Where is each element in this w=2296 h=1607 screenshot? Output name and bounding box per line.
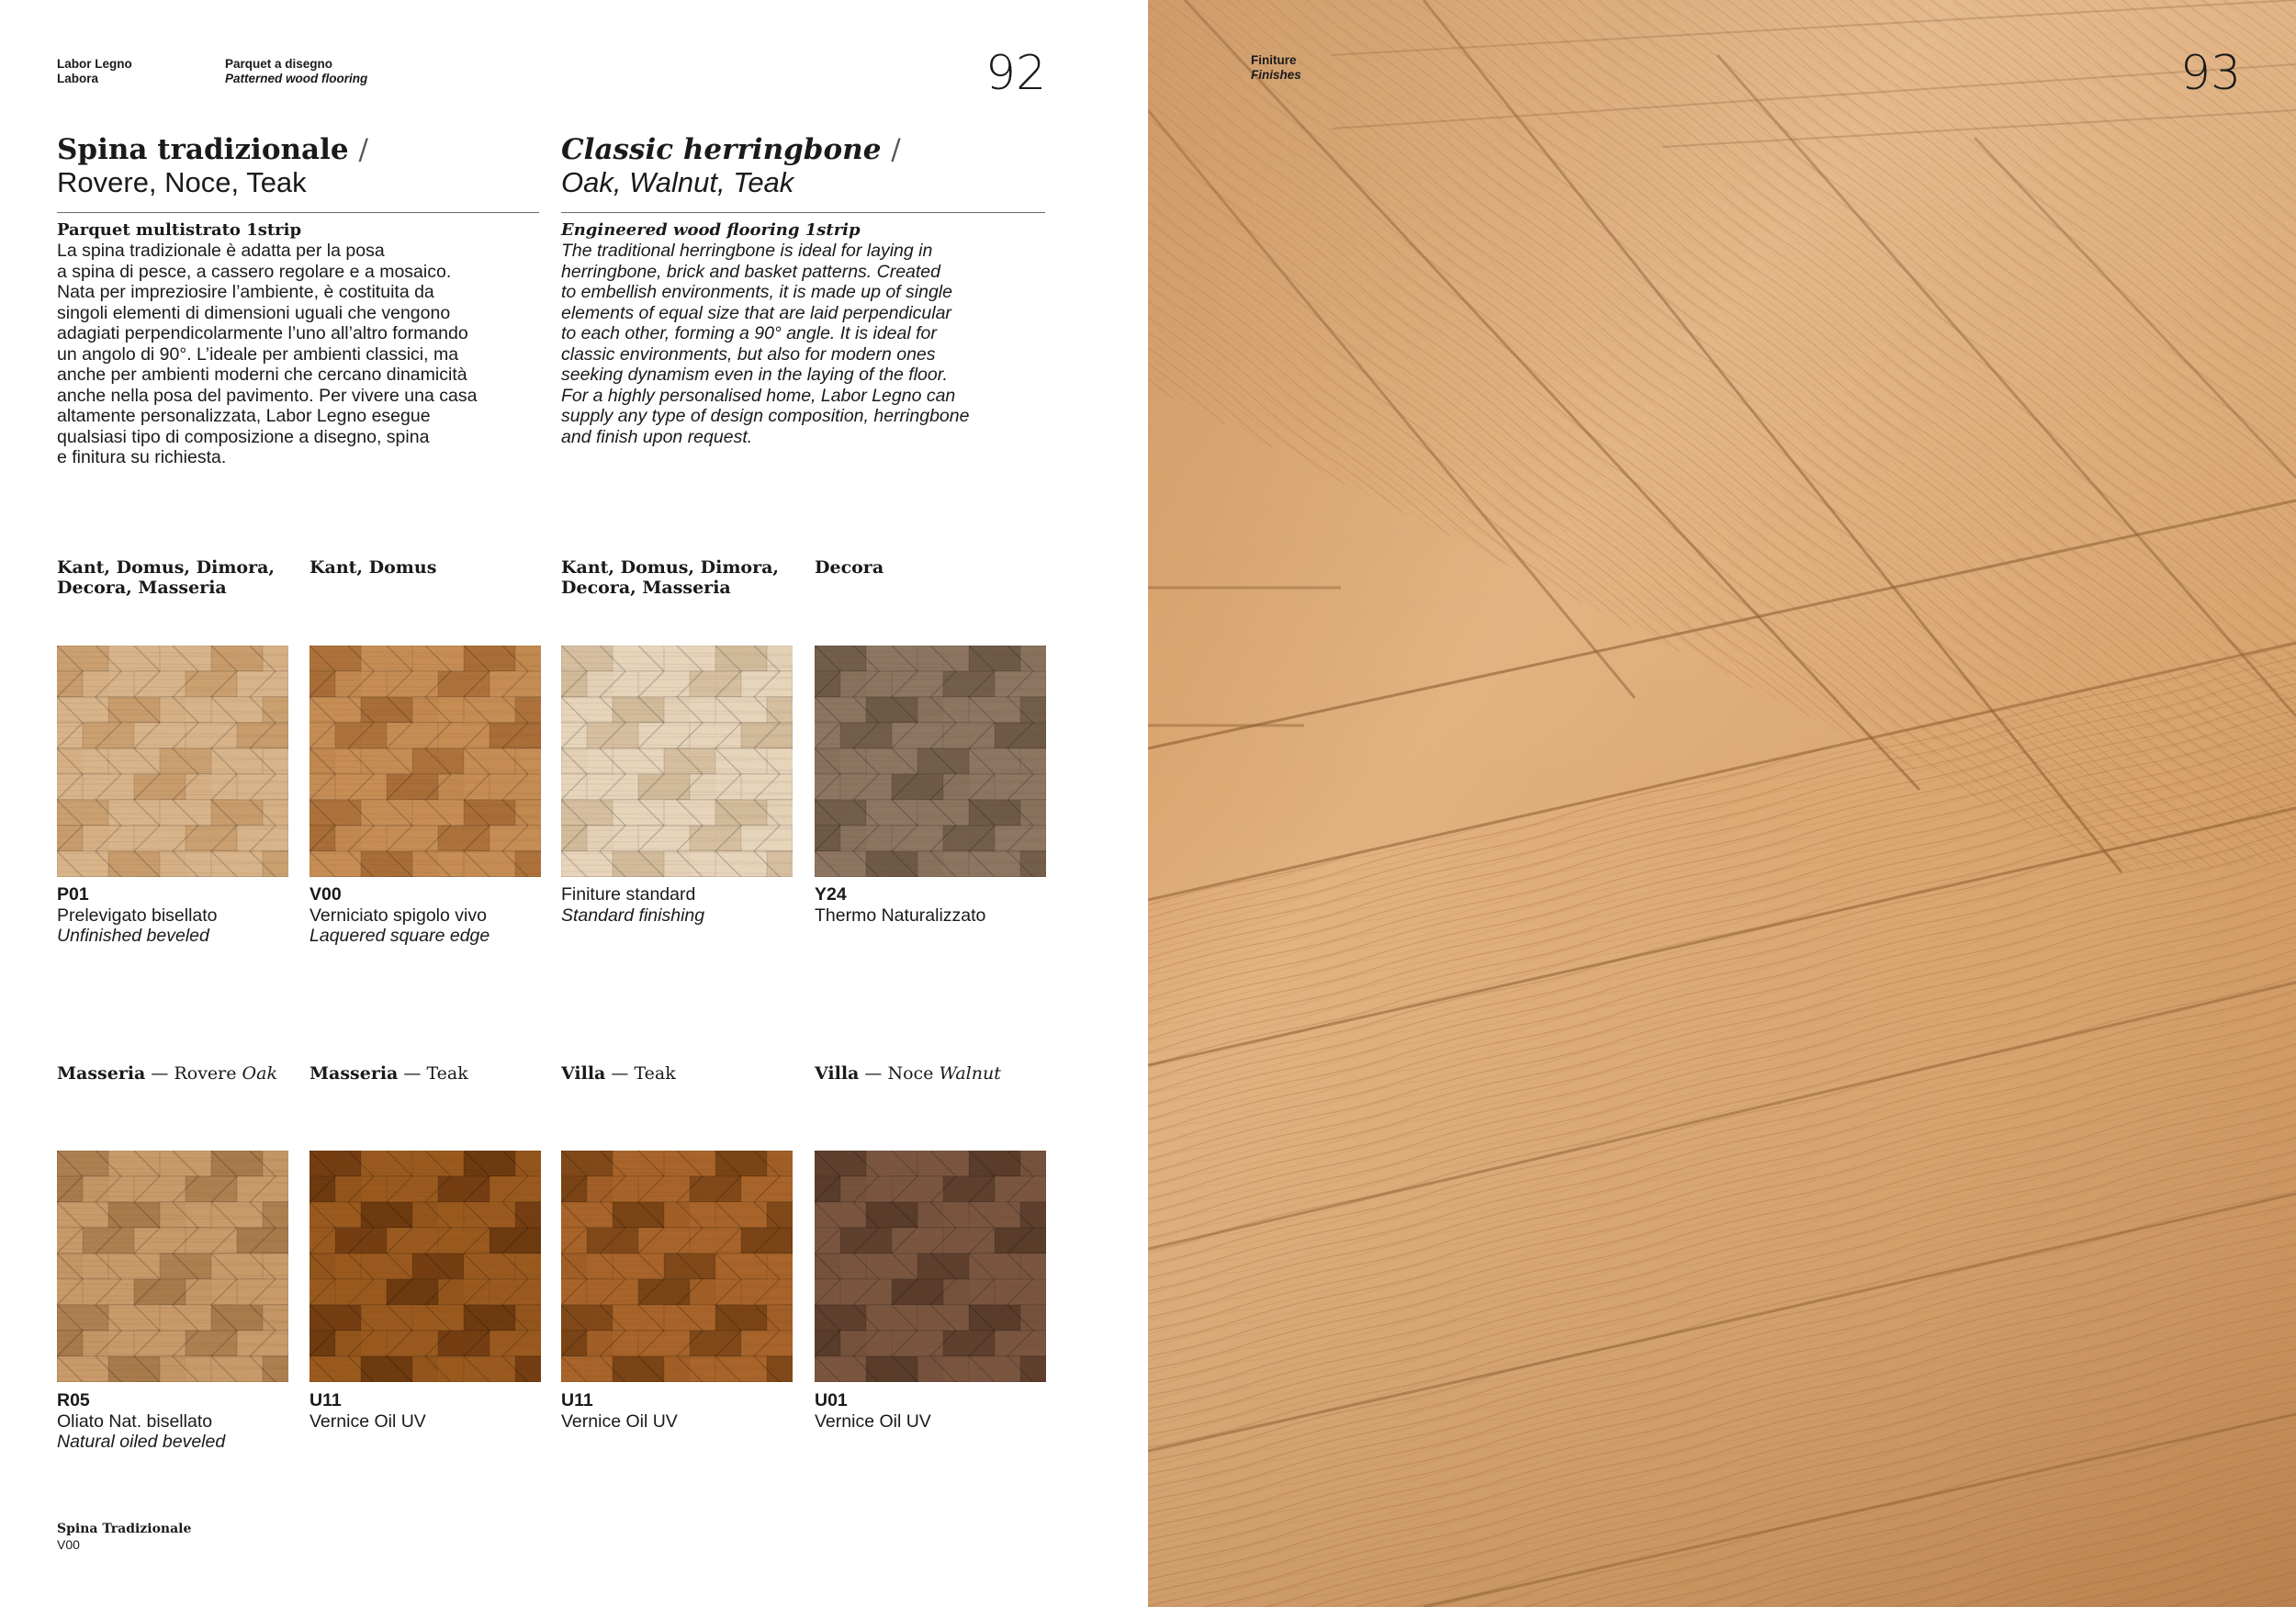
title-block-en bbox=[561, 133, 1045, 199]
body-line: anche nella posa del pavimento. Per vivere una casa bbox=[57, 385, 478, 406]
column-heading-line: Decora bbox=[815, 557, 884, 578]
title-block-it bbox=[57, 133, 539, 199]
finish-name-it: Vernice Oil UV bbox=[561, 1410, 678, 1432]
body-line: altamente personalizzata, Labor Legno esegue bbox=[57, 406, 431, 426]
column-heading-line: Decora, Masseria bbox=[57, 578, 227, 598]
body-line: herringbone, brick and basket patterns. Created bbox=[561, 261, 940, 282]
column-heading-line: Kant, Domus, Dimora, bbox=[57, 557, 276, 578]
divider-en bbox=[561, 212, 1045, 213]
body-text-it bbox=[57, 241, 553, 468]
section-label-right-it: Finiture bbox=[1251, 53, 1297, 67]
species-name: — Teak bbox=[605, 1063, 676, 1084]
column-heading bbox=[815, 1063, 1053, 1084]
title-en: Classic herringbone bbox=[561, 133, 882, 166]
body-line: For a highly personalised home, Labor Legno can bbox=[561, 385, 956, 406]
body-line: supply any type of design composition, herringbone bbox=[561, 406, 970, 426]
section-label-right bbox=[1251, 53, 1301, 83]
finish-swatch bbox=[815, 1151, 1046, 1382]
title-slash-en: / bbox=[891, 133, 901, 166]
series-name: Villa bbox=[815, 1063, 860, 1084]
finish-caption bbox=[57, 1390, 296, 1453]
finish-swatch bbox=[57, 1151, 288, 1382]
finish-swatch bbox=[310, 1151, 541, 1382]
herringbone-texture bbox=[561, 646, 793, 877]
footer-code: V00 bbox=[57, 1537, 80, 1552]
column-heading-line: Kant, Domus, Dimora, bbox=[561, 557, 780, 578]
footer-label: Spina Tradizionale bbox=[57, 1522, 192, 1536]
herringbone-texture bbox=[310, 646, 541, 877]
finish-code: Y24 bbox=[815, 884, 847, 905]
section-label-right-en: Finishes bbox=[1251, 68, 1301, 82]
brand-label bbox=[57, 57, 132, 86]
lead-en: Engineered wood flooring 1strip bbox=[561, 220, 861, 240]
body-line: The traditional herringbone is ideal for laying in bbox=[561, 241, 933, 261]
finish-name-en: Standard finishing bbox=[561, 905, 705, 926]
right-page bbox=[1148, 0, 2296, 1607]
section-label-it: Parquet a disegno bbox=[225, 57, 333, 71]
divider-it bbox=[57, 212, 539, 213]
body-it bbox=[57, 220, 553, 468]
finish-caption bbox=[310, 884, 548, 947]
finish-name-it: Prelevigato bisellato bbox=[57, 905, 218, 926]
body-text-en bbox=[561, 241, 1057, 447]
finish-name-en: Unfinished beveled bbox=[57, 926, 209, 946]
finish-swatch bbox=[561, 646, 793, 877]
column-heading bbox=[561, 1063, 800, 1084]
finish-caption bbox=[57, 884, 296, 947]
column-heading-line: Kant, Domus bbox=[310, 557, 437, 578]
title-slash: / bbox=[358, 133, 368, 166]
body-line: and finish upon request. bbox=[561, 426, 753, 447]
column-heading bbox=[57, 1063, 296, 1084]
finish-code: U01 bbox=[815, 1390, 848, 1410]
column-heading bbox=[815, 557, 1053, 578]
title-it: Spina tradizionale bbox=[57, 133, 349, 166]
body-line: seeking dynamism even in the laying of the floor. bbox=[561, 365, 948, 385]
subtitle-en: Oak, Walnut, Teak bbox=[561, 166, 794, 198]
finish-code: U11 bbox=[561, 1390, 593, 1410]
finish-swatch bbox=[815, 646, 1046, 877]
floor-photo bbox=[1148, 0, 2296, 1607]
finish-swatch bbox=[310, 646, 541, 877]
page-number-right: 93 bbox=[2180, 46, 2242, 101]
finish-caption bbox=[815, 884, 1053, 926]
footer-caption bbox=[57, 1522, 191, 1553]
finish-code: R05 bbox=[57, 1390, 90, 1410]
body-line: a spina di pesce, a cassero regolare e a mosaico. bbox=[57, 261, 452, 282]
finish-name-it: Oliato Nat. bisellato bbox=[57, 1410, 213, 1432]
finish-caption bbox=[561, 1390, 800, 1432]
finish-name-it: Vernice Oil UV bbox=[310, 1410, 426, 1432]
column-heading bbox=[310, 557, 548, 578]
series-name: Villa bbox=[561, 1063, 606, 1084]
body-line: e finitura su richiesta. bbox=[57, 447, 227, 467]
species-name: — Noce bbox=[859, 1063, 940, 1084]
column-heading bbox=[57, 557, 296, 598]
finish-name-en: Natural oiled beveled bbox=[57, 1432, 226, 1452]
series-name: Masseria bbox=[57, 1063, 146, 1084]
body-line: singoli elementi di dimensioni uguali che vengono bbox=[57, 302, 451, 323]
lead-it: Parquet multistrato 1strip bbox=[57, 220, 302, 240]
finish-code: V00 bbox=[310, 884, 342, 905]
body-line: to each other, forming a 90° angle. It is ideal for bbox=[561, 323, 937, 343]
body-line: un angolo di 90°. L’ideale per ambienti classici, ma bbox=[57, 343, 459, 365]
brand-line-1: Labor Legno bbox=[57, 57, 132, 71]
herringbone-texture bbox=[57, 646, 288, 877]
finish-swatch bbox=[561, 1151, 793, 1382]
species-name-en: Walnut bbox=[939, 1063, 1001, 1084]
finish-name-it: Finiture standard bbox=[561, 884, 696, 905]
species-name: — Rovere bbox=[145, 1063, 242, 1084]
herringbone-texture bbox=[310, 1151, 541, 1382]
herringbone-texture bbox=[57, 1151, 288, 1382]
column-heading bbox=[561, 557, 800, 598]
finish-name-it: Verniciato spigolo vivo bbox=[310, 905, 487, 926]
herringbone-texture bbox=[815, 1151, 1046, 1382]
body-line: anche per ambienti moderni che cercano dinamicità bbox=[57, 365, 467, 385]
finish-caption bbox=[310, 1390, 548, 1432]
finish-name-it: Vernice Oil UV bbox=[815, 1410, 931, 1432]
finish-code: P01 bbox=[57, 884, 89, 905]
section-label-en: Patterned wood flooring bbox=[225, 72, 368, 85]
finish-caption bbox=[561, 884, 800, 926]
body-line: adagiati perpendicolarmente l’uno all’altro formando bbox=[57, 323, 468, 343]
finish-caption bbox=[815, 1390, 1053, 1432]
species-name: — Teak bbox=[398, 1063, 468, 1084]
body-line: La spina tradizionale è adatta per la posa bbox=[57, 241, 385, 261]
body-en bbox=[561, 220, 1057, 447]
body-line: elements of equal size that are laid perpendicular bbox=[561, 302, 951, 323]
brand-line-2: Labora bbox=[57, 72, 99, 85]
column-heading bbox=[310, 1063, 548, 1084]
finish-name-it: Thermo Naturalizzato bbox=[815, 905, 986, 926]
page-number-left: 92 bbox=[985, 46, 1047, 101]
body-line: to embellish environments, it is made up of single bbox=[561, 282, 952, 302]
body-line: classic environments, but also for modern ones bbox=[561, 343, 936, 365]
body-line: Nata per impreziosire l’ambiente, è costituita da bbox=[57, 282, 434, 302]
finish-code: U11 bbox=[310, 1390, 342, 1410]
body-line: qualsiasi tipo di composizione a disegno, spina bbox=[57, 426, 430, 447]
finish-name-en: Laquered square edge bbox=[310, 926, 490, 946]
species-name-en: Oak bbox=[242, 1063, 277, 1084]
finish-swatch bbox=[57, 646, 288, 877]
section-label bbox=[225, 57, 367, 86]
subtitle-it: Rovere, Noce, Teak bbox=[57, 166, 307, 198]
herringbone-texture bbox=[815, 646, 1046, 877]
column-heading-line: Decora, Masseria bbox=[561, 578, 731, 598]
herringbone-texture bbox=[561, 1151, 793, 1382]
series-name: Masseria bbox=[310, 1063, 399, 1084]
